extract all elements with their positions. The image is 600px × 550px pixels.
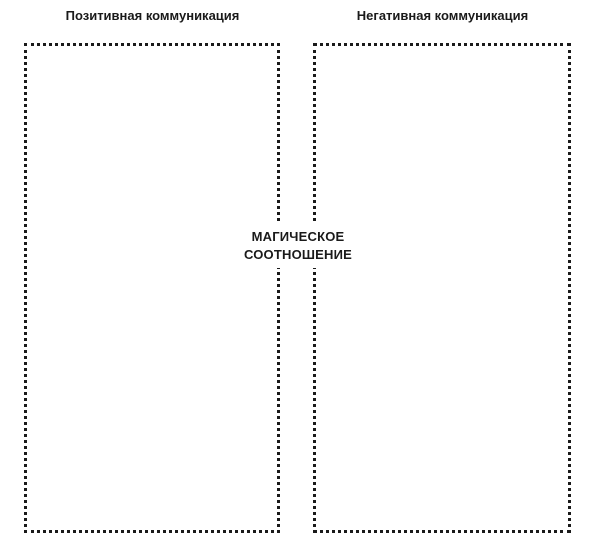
positive-communication-title: Позитивная коммуникация xyxy=(65,8,240,23)
magic-ratio-label xyxy=(218,224,378,268)
negative-communication-box[interactable] xyxy=(313,43,571,533)
magic-ratio-line-2: СООТНОШЕНИЕ xyxy=(243,247,353,262)
positive-communication-box[interactable] xyxy=(24,43,280,533)
magic-ratio-line-1: МАГИЧЕСКОЕ xyxy=(251,229,345,244)
negative-communication-title: Негативная коммуникация xyxy=(356,8,529,23)
